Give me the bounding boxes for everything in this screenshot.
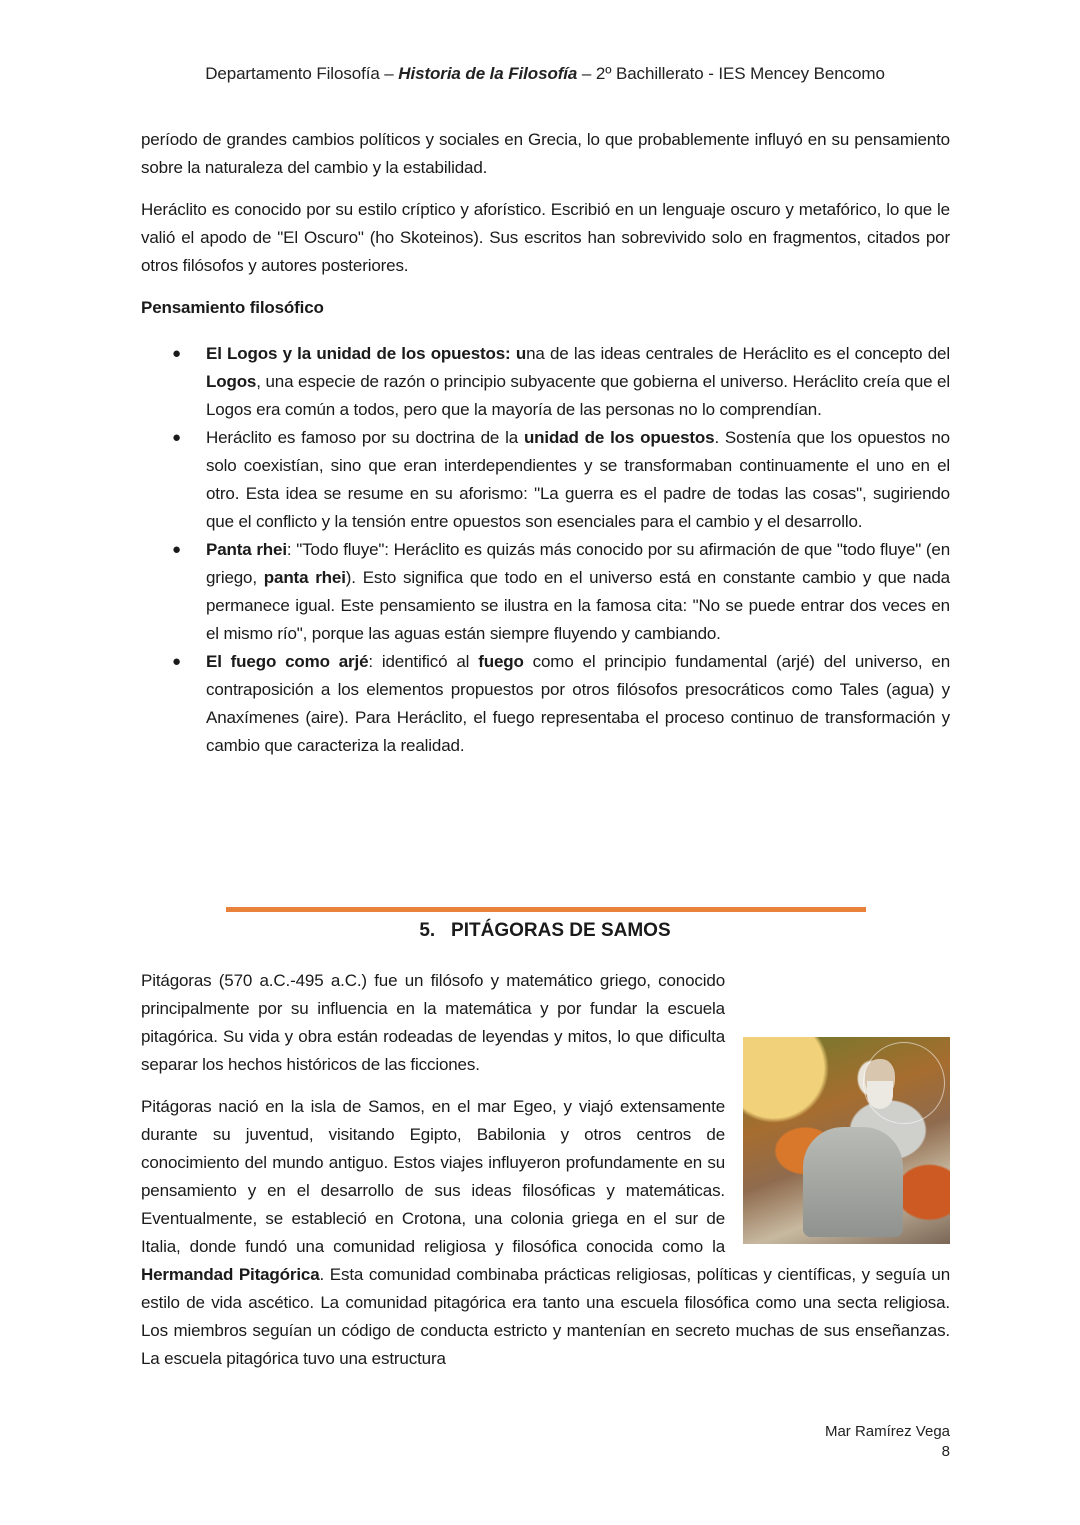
beard-shape [867,1081,893,1109]
robe-shape [803,1127,903,1237]
bullet-icon: ● [172,653,181,670]
text: Heráclito es famoso por su doctrina de la [206,428,524,447]
bold-term: Logos [206,372,257,391]
bold-term: unidad de los opuestos [523,428,715,447]
text: na de las ideas centrales de Heráclito es el concepto del [526,344,950,363]
pitagoras-section [141,967,950,1387]
pythagoras-illustration-image [743,1037,950,1244]
page-footer [825,1422,950,1462]
text: ). Esto significa que todo en el universo está en constante cambio y que nada permanece igual. Este pensamiento se ilustra en la famosa cita: "No se puede entrar dos veces en el mismo río", porque las aguas están siempre fluyendo y cambiando. [206,568,950,643]
header-suffix: – 2º Bachillerato - IES Mencey Bencomo [577,64,885,83]
bullet-icon: ● [172,429,181,446]
list-item [141,424,950,536]
text: . Sostenía que los opuestos no solo coexistían, sino que eran interdependientes y se transformaban continuamente el uno en el otro. Esta idea se resume en su aforismo: "La guerra es el padre de todas las cosas", sugiriendo que el conflicto y la tensión entre opuestos son esenciales para el cambio y el desarrollo. [206,428,950,531]
text: como el principio fundamental (arjé) del universo, en contraposición a los elementos propuestos por otros filósofos presocráticos como Tales (agua) y Anaxímenes (aire). Para Heráclito, el fuego representaba el proceso continuo de transformación y cambio que caracteriza la realidad. [206,652,951,755]
paragraph [141,967,950,1079]
section-title-pitagoras: 5. PITÁGORAS DE SAMOS [419,920,671,941]
list-item [141,340,950,424]
bold-term: El fuego como arjé [206,652,369,671]
heraclito-section [141,126,950,760]
bold-term: Panta rhei [206,540,287,559]
page-number: 8 [941,1443,950,1460]
bold-term: panta rhei [263,568,346,587]
section-divider [226,907,866,912]
text: Pitágoras nació en la isla de Samos, en el mar Egeo, y viajó extensamente durante su juventud, visitando Egipto, Babilonia y otros centros de conocimiento del mundo antiguo. Estos viajes influyeron profundamente en su pensamiento y en el desarrollo de sus ideas filosóficas y matemáticas. Eventualmente, se estableció en Crotona, una colonia griega en el sur de Italia, donde fundó una comunidad religiosa y filosófica conocida como la [141,1097,725,1256]
text: : "Todo fluye": Heráclito es quizás más conocido por su afirmación de que "todo fluye" (en griego, [206,540,951,587]
author-name: Mar Ramírez Vega [824,1423,950,1440]
header-course-title: Historia de la Filosofía [398,64,578,83]
header-prefix: Departamento Filosofía – [205,64,399,83]
text: : identificó al [368,652,479,671]
text: . Esta comunidad combinaba prácticas religiosas, políticas y científicas, y seguía un estilo de vida ascético. La comunidad pitagórica era tanto una escuela filosófica como una secta religiosa. Los miembros seguían un código de conducta estricto y mantenían en secreto muchas de sus enseñanzas. La escuela pitagórica tuvo una estructura [141,1265,950,1368]
list-item [141,536,950,648]
bold-term: El Logos y la unidad de los opuestos: u [206,344,527,363]
bullet-icon: ● [172,345,181,362]
text: , una especie de razón o principio subyacente que gobierna el universo. Heráclito creía que el Logos era común a todos, pero que la mayoría de las personas no lo comprendían. [206,372,950,419]
text: Pitágoras (570 a.C.-495 a.C.) fue un filósofo y matemático griego, conocido principalmente por su influencia en la matemática y por fundar la escuela pitagórica. Su vida y obra están rodeadas de leyendas y mitos, lo que dificulta separar los hechos históricos de las ficciones. [141,971,725,1074]
bullet-list [141,340,950,760]
subheading-pensamiento: Pensamiento filosófico [141,298,324,317]
bullet-icon: ● [172,541,181,558]
paragraph: Heráclito es conocido por su estilo críptico y aforístico. Escribió en un lenguaje oscuro y metafórico, lo que le valió el apodo de "El Oscuro" (ho Skoteinos). Sus escritos han sobrevivido solo en fragmentos, citados por otros filósofos y autores posteriores. [141,200,950,275]
bold-term: fuego [478,652,524,671]
paragraph: período de grandes cambios políticos y sociales en Grecia, lo que probablemente influyó en su pensamiento sobre la naturaleza del cambio y la estabilidad. [141,130,950,177]
bold-term: Hermandad Pitagórica [141,1265,320,1284]
page-header [0,64,1080,84]
list-item [141,648,950,760]
